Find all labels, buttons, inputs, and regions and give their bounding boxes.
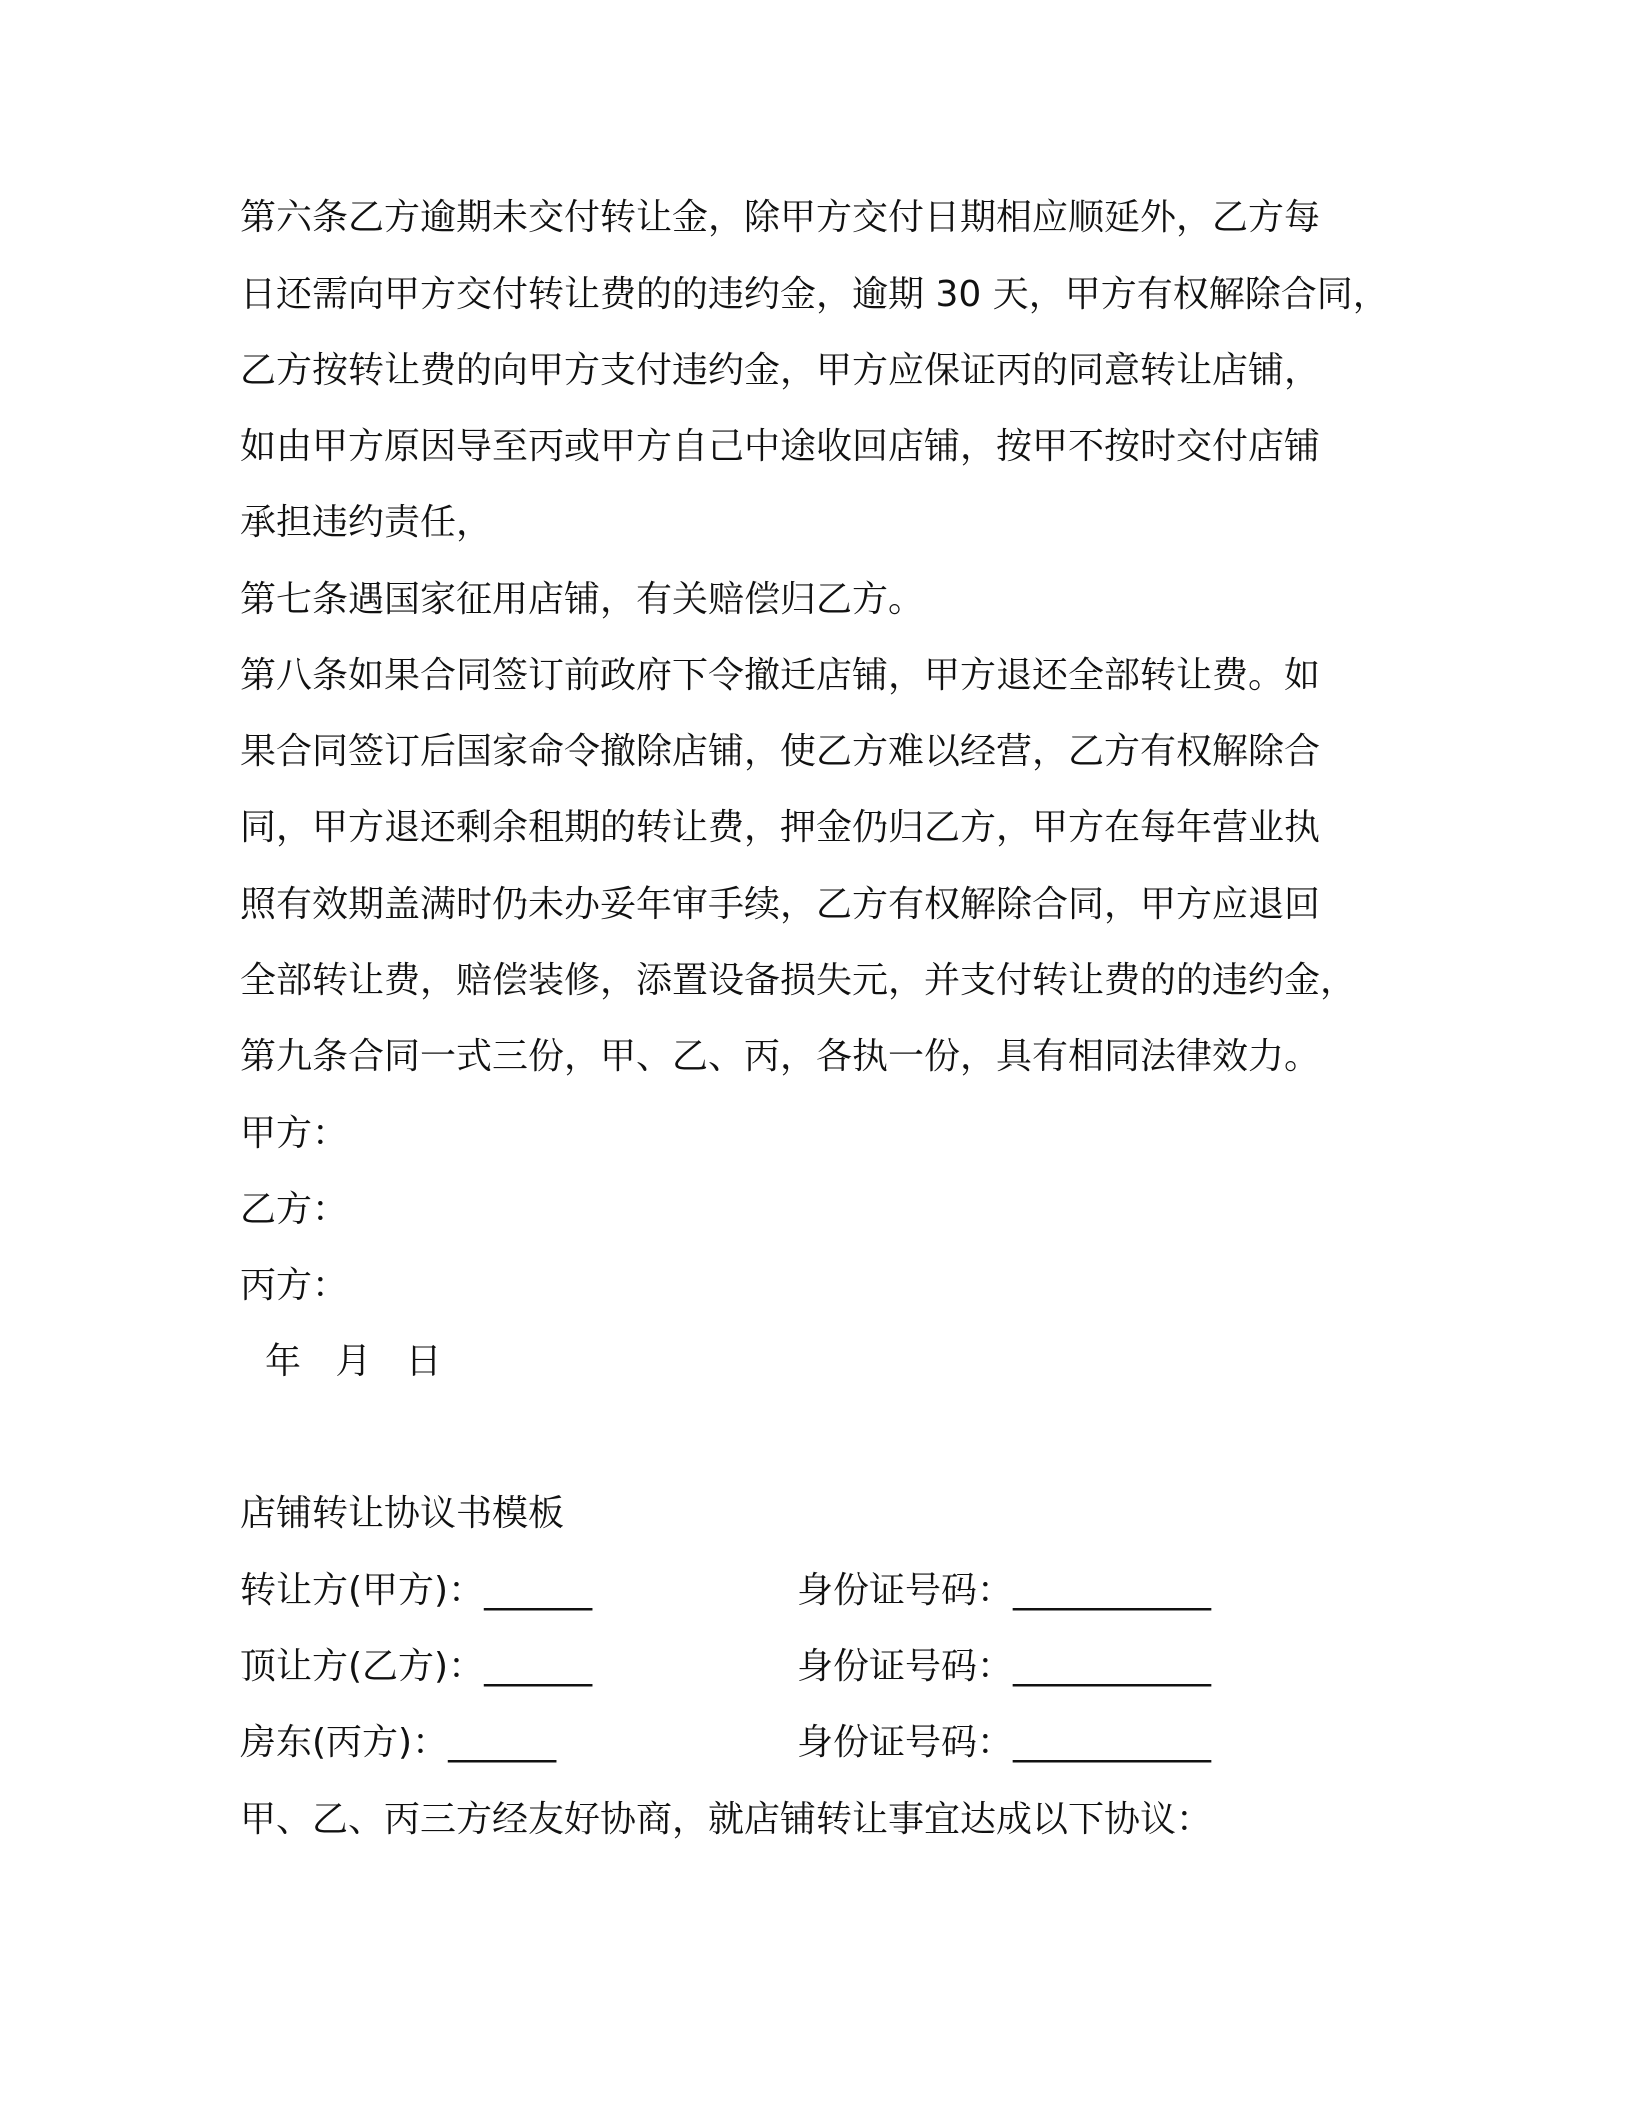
- clause-8-line-2: 果合同签订后国家命令撤除店铺，使乙方难以经营，乙方有权解除合: [240, 731, 1321, 772]
- landlord-field: 房东(丙方)：______: [240, 1722, 557, 1763]
- clause-8-line-4: 照有效期盖满时仍未办妥年审手续，乙方有权解除合同，甲方应退回: [240, 884, 1321, 925]
- signature-party-a: 甲方：: [240, 1113, 349, 1154]
- clause-6-line-3: 乙方按转让费的向甲方支付违约金，甲方应保证丙的同意转让店铺，: [240, 350, 1321, 391]
- clause-8-line-5: 全部转让费，赔偿装修，添置设备损失元，并支付转让费的的违约金，: [240, 960, 1357, 1001]
- clause-8-line-1: 第八条如果合同签订前政府下令撤迁店铺，甲方退还全部转让费。如: [240, 655, 1321, 696]
- clause-6-line-5: 承担违约责任，: [240, 502, 493, 543]
- signature-date: 年 月 日: [265, 1341, 442, 1382]
- transferor-id-field: 身份证号码：___________: [797, 1570, 1212, 1611]
- clause-6-line-1: 第六条乙方逾期未交付转让金，除甲方交付日期相应顺延外，乙方每: [240, 197, 1321, 238]
- signature-party-c: 丙方：: [240, 1265, 349, 1306]
- template-title: 店铺转让协议书模板: [240, 1493, 565, 1534]
- clause-9: 第九条合同一式三份，甲、乙、丙，各执一份，具有相同法律效力。: [240, 1036, 1321, 1077]
- transferor-field: 转让方(甲方)：______: [240, 1570, 593, 1611]
- clause-6-line-4: 如由甲方原因导至丙或甲方自己中途收回店铺，按甲不按时交付店铺: [240, 426, 1321, 467]
- landlord-id-field: 身份证号码：___________: [797, 1722, 1212, 1763]
- clause-7: 第七条遇国家征用店铺，有关赔偿归乙方。: [240, 579, 925, 620]
- transferee-field: 顶让方(乙方)：______: [240, 1646, 593, 1687]
- clause-8-line-3: 同，甲方退还剩余租期的转让费，押金仍归乙方，甲方在每年营业执: [240, 807, 1321, 848]
- agreement-intro: 甲、乙、丙三方经友好协商，就店铺转让事宜达成以下协议：: [240, 1799, 1213, 1840]
- signature-party-b: 乙方：: [240, 1189, 349, 1230]
- clause-6-line-2: 日还需向甲方交付转让费的的违约金，逾期 30 天，甲方有权解除合同，: [240, 274, 1389, 315]
- transferee-id-field: 身份证号码：___________: [797, 1646, 1212, 1687]
